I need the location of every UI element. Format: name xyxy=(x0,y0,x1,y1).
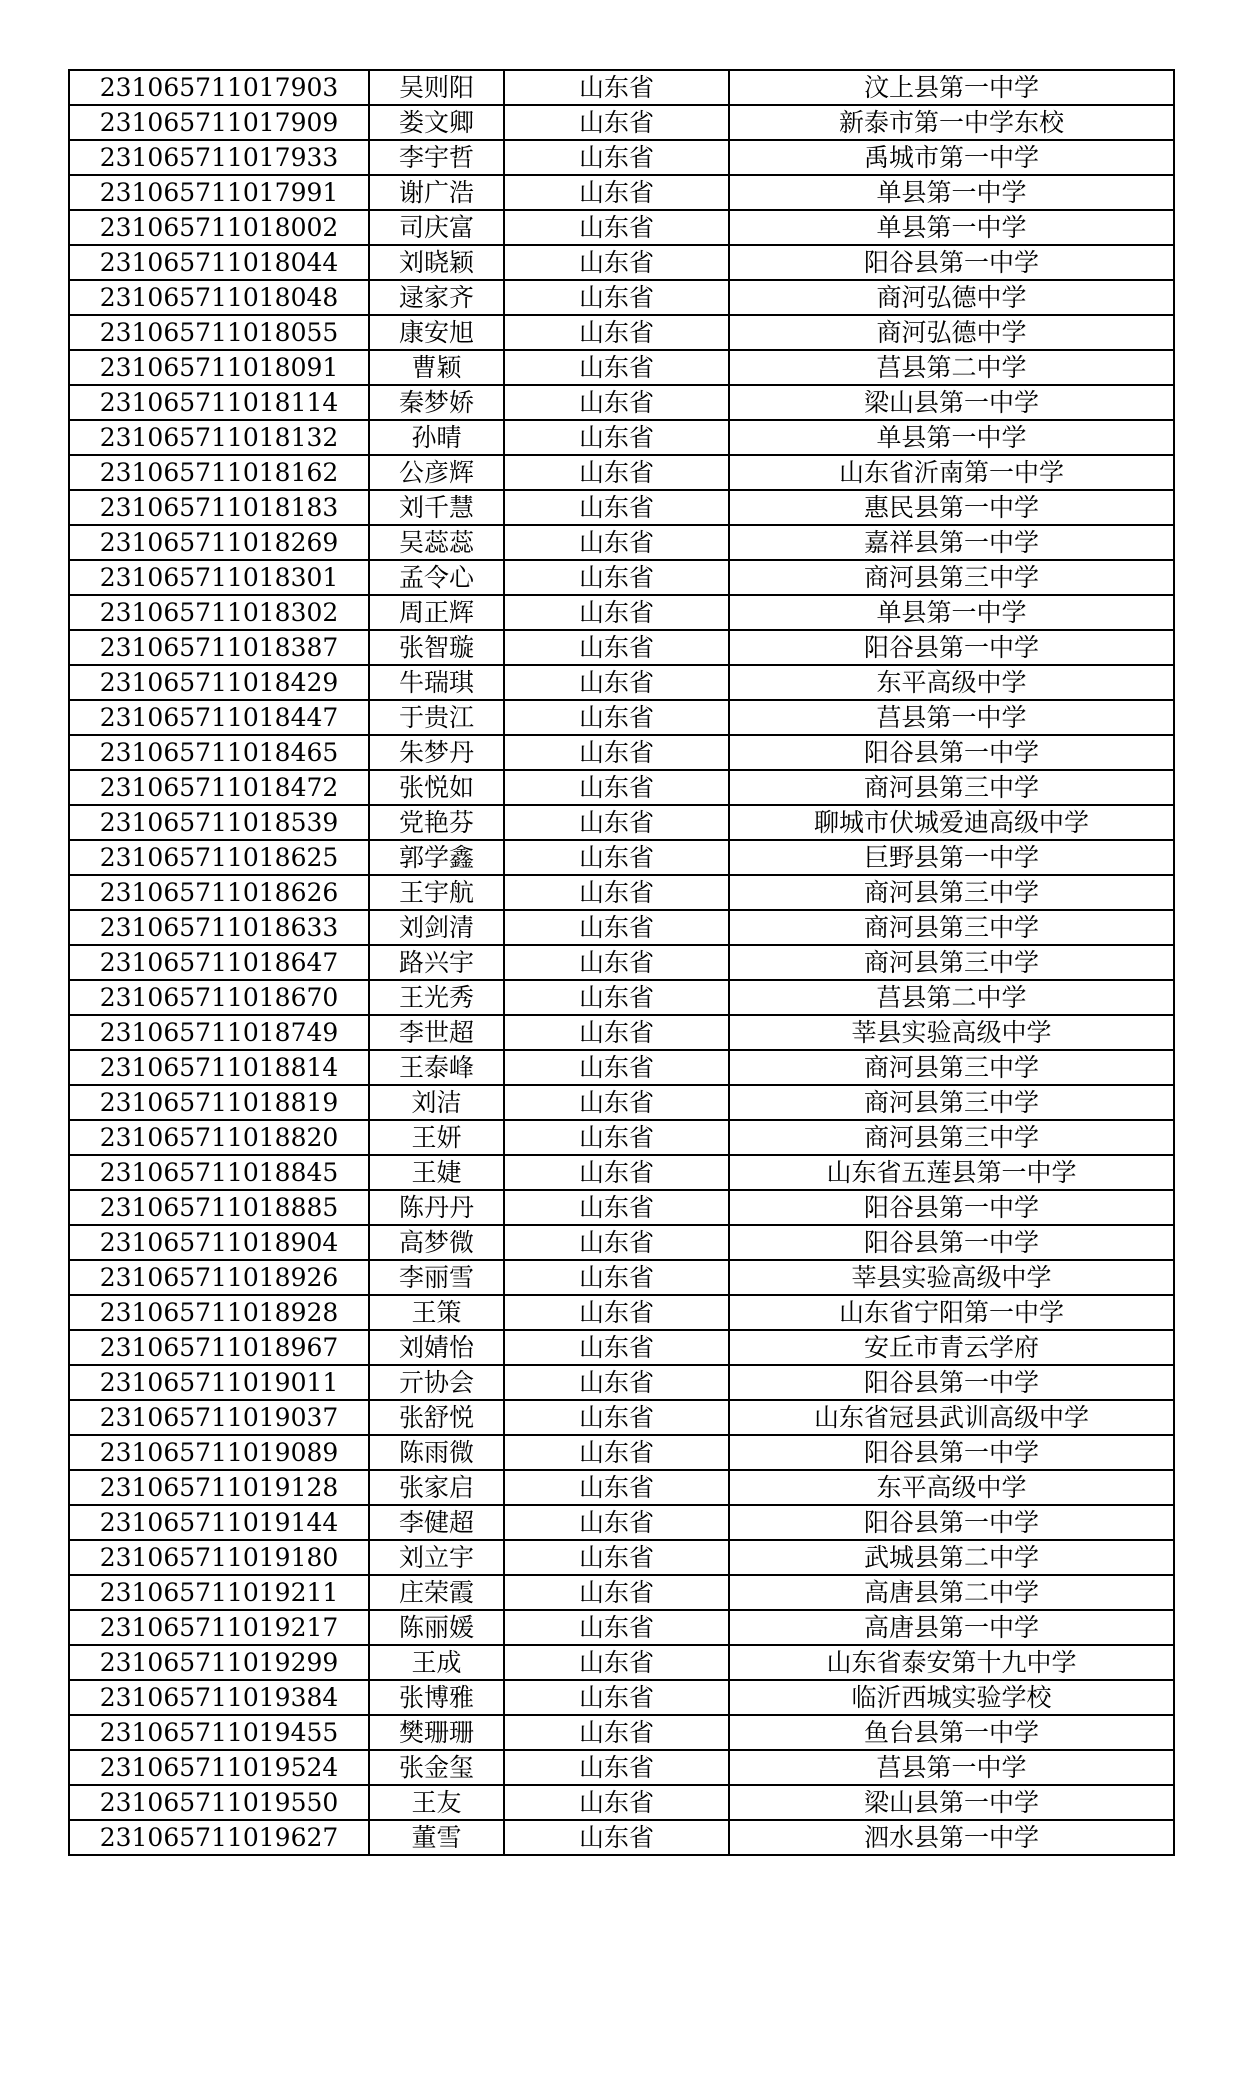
candidate-id-cell: 231065711018749 xyxy=(69,1015,369,1050)
candidate-id-cell: 231065711018183 xyxy=(69,490,369,525)
student-name-cell: 刘婧怡 xyxy=(369,1330,504,1365)
school-cell: 山东省五莲县第一中学 xyxy=(729,1155,1174,1190)
student-name-cell: 刘晓颖 xyxy=(369,245,504,280)
candidate-id-cell: 231065711017933 xyxy=(69,140,369,175)
table-row xyxy=(69,1260,1174,1295)
province-cell: 山东省 xyxy=(504,630,729,665)
school-cell: 阳谷县第一中学 xyxy=(729,1505,1174,1540)
table-row xyxy=(69,910,1174,945)
table-row xyxy=(69,455,1174,490)
student-name-cell: 张舒悦 xyxy=(369,1400,504,1435)
province-cell: 山东省 xyxy=(504,910,729,945)
province-cell: 山东省 xyxy=(504,840,729,875)
table-row xyxy=(69,245,1174,280)
school-cell: 东平高级中学 xyxy=(729,665,1174,700)
student-name-cell: 张博雅 xyxy=(369,1680,504,1715)
student-list-table xyxy=(68,69,1175,1856)
candidate-id-cell: 231065711019524 xyxy=(69,1750,369,1785)
table-row xyxy=(69,945,1174,980)
student-name-cell: 张智璇 xyxy=(369,630,504,665)
student-name-cell: 王婕 xyxy=(369,1155,504,1190)
province-cell: 山东省 xyxy=(504,735,729,770)
table-row xyxy=(69,385,1174,420)
candidate-id-cell: 231065711018269 xyxy=(69,525,369,560)
school-cell: 莘县实验高级中学 xyxy=(729,1260,1174,1295)
student-name-cell: 牛瑞琪 xyxy=(369,665,504,700)
province-cell: 山东省 xyxy=(504,105,729,140)
province-cell: 山东省 xyxy=(504,1575,729,1610)
student-name-cell: 王策 xyxy=(369,1295,504,1330)
student-name-cell: 郭学鑫 xyxy=(369,840,504,875)
table-row xyxy=(69,1050,1174,1085)
student-name-cell: 李世超 xyxy=(369,1015,504,1050)
table-row xyxy=(69,210,1174,245)
school-cell: 东平高级中学 xyxy=(729,1470,1174,1505)
candidate-id-cell: 231065711018301 xyxy=(69,560,369,595)
candidate-id-cell: 231065711018162 xyxy=(69,455,369,490)
student-name-cell: 孙晴 xyxy=(369,420,504,455)
province-cell: 山东省 xyxy=(504,210,729,245)
candidate-id-cell: 231065711018633 xyxy=(69,910,369,945)
table-row xyxy=(69,1190,1174,1225)
candidate-id-cell: 231065711018926 xyxy=(69,1260,369,1295)
school-cell: 临沂西城实验学校 xyxy=(729,1680,1174,1715)
candidate-id-cell: 231065711019627 xyxy=(69,1820,369,1855)
province-cell: 山东省 xyxy=(504,1225,729,1260)
candidate-id-cell: 231065711018967 xyxy=(69,1330,369,1365)
table-row xyxy=(69,1715,1174,1750)
province-cell: 山东省 xyxy=(504,1295,729,1330)
province-cell: 山东省 xyxy=(504,350,729,385)
candidate-id-cell: 231065711018472 xyxy=(69,770,369,805)
candidate-id-cell: 231065711019550 xyxy=(69,1785,369,1820)
table-row xyxy=(69,700,1174,735)
province-cell: 山东省 xyxy=(504,385,729,420)
school-cell: 莒县第一中学 xyxy=(729,1750,1174,1785)
province-cell: 山东省 xyxy=(504,1505,729,1540)
table-row xyxy=(69,665,1174,700)
table-row xyxy=(69,350,1174,385)
school-cell: 莒县第一中学 xyxy=(729,700,1174,735)
school-cell: 鱼台县第一中学 xyxy=(729,1715,1174,1750)
school-cell: 阳谷县第一中学 xyxy=(729,245,1174,280)
school-cell: 泗水县第一中学 xyxy=(729,1820,1174,1855)
table-row xyxy=(69,1365,1174,1400)
table-row xyxy=(69,1575,1174,1610)
province-cell: 山东省 xyxy=(504,455,729,490)
candidate-id-cell: 231065711018539 xyxy=(69,805,369,840)
student-name-cell: 李丽雪 xyxy=(369,1260,504,1295)
candidate-id-cell: 231065711018625 xyxy=(69,840,369,875)
table-row xyxy=(69,280,1174,315)
student-name-cell: 党艳芬 xyxy=(369,805,504,840)
student-name-cell: 董雪 xyxy=(369,1820,504,1855)
student-name-cell: 司庆富 xyxy=(369,210,504,245)
student-name-cell: 陈丹丹 xyxy=(369,1190,504,1225)
province-cell: 山东省 xyxy=(504,700,729,735)
student-name-cell: 李健超 xyxy=(369,1505,504,1540)
candidate-id-cell: 231065711018429 xyxy=(69,665,369,700)
table-row xyxy=(69,1540,1174,1575)
student-name-cell: 周正辉 xyxy=(369,595,504,630)
candidate-id-cell: 231065711017991 xyxy=(69,175,369,210)
candidate-id-cell: 231065711018670 xyxy=(69,980,369,1015)
student-name-cell: 王友 xyxy=(369,1785,504,1820)
student-name-cell: 谢广浩 xyxy=(369,175,504,210)
candidate-id-cell: 231065711018904 xyxy=(69,1225,369,1260)
table-row xyxy=(69,840,1174,875)
student-name-cell: 公彦辉 xyxy=(369,455,504,490)
province-cell: 山东省 xyxy=(504,280,729,315)
province-cell: 山东省 xyxy=(504,945,729,980)
school-cell: 聊城市伏城爱迪高级中学 xyxy=(729,805,1174,840)
school-cell: 莒县第二中学 xyxy=(729,980,1174,1015)
table-row xyxy=(69,315,1174,350)
table-row xyxy=(69,980,1174,1015)
table-row xyxy=(69,1750,1174,1785)
province-cell: 山东省 xyxy=(504,665,729,700)
school-cell: 商河弘德中学 xyxy=(729,315,1174,350)
school-cell: 单县第一中学 xyxy=(729,210,1174,245)
student-name-cell: 刘立宇 xyxy=(369,1540,504,1575)
candidate-id-cell: 231065711018465 xyxy=(69,735,369,770)
school-cell: 新泰市第一中学东校 xyxy=(729,105,1174,140)
province-cell: 山东省 xyxy=(504,525,729,560)
student-name-cell: 李宇哲 xyxy=(369,140,504,175)
table-row xyxy=(69,1400,1174,1435)
student-name-cell: 吴则阳 xyxy=(369,70,504,105)
student-name-cell: 刘千慧 xyxy=(369,490,504,525)
school-cell: 商河县第三中学 xyxy=(729,875,1174,910)
school-cell: 商河弘德中学 xyxy=(729,280,1174,315)
school-cell: 单县第一中学 xyxy=(729,175,1174,210)
table-row xyxy=(69,630,1174,665)
school-cell: 山东省泰安第十九中学 xyxy=(729,1645,1174,1680)
school-cell: 巨野县第一中学 xyxy=(729,840,1174,875)
candidate-id-cell: 231065711019037 xyxy=(69,1400,369,1435)
student-name-cell: 朱梦丹 xyxy=(369,735,504,770)
student-name-cell: 吴蕊蕊 xyxy=(369,525,504,560)
school-cell: 阳谷县第一中学 xyxy=(729,630,1174,665)
student-name-cell: 张家启 xyxy=(369,1470,504,1505)
province-cell: 山东省 xyxy=(504,875,729,910)
candidate-id-cell: 231065711019011 xyxy=(69,1365,369,1400)
student-name-cell: 秦梦娇 xyxy=(369,385,504,420)
province-cell: 山东省 xyxy=(504,1190,729,1225)
candidate-id-cell: 231065711018002 xyxy=(69,210,369,245)
candidate-id-cell: 231065711018055 xyxy=(69,315,369,350)
table-row xyxy=(69,1120,1174,1155)
candidate-id-cell: 231065711018132 xyxy=(69,420,369,455)
school-cell: 安丘市青云学府 xyxy=(729,1330,1174,1365)
student-name-cell: 路兴宇 xyxy=(369,945,504,980)
province-cell: 山东省 xyxy=(504,1785,729,1820)
table-row xyxy=(69,140,1174,175)
province-cell: 山东省 xyxy=(504,315,729,350)
province-cell: 山东省 xyxy=(504,1750,729,1785)
candidate-id-cell: 231065711019384 xyxy=(69,1680,369,1715)
school-cell: 惠民县第一中学 xyxy=(729,490,1174,525)
table-row xyxy=(69,1645,1174,1680)
school-cell: 山东省沂南第一中学 xyxy=(729,455,1174,490)
student-name-cell: 孟令心 xyxy=(369,560,504,595)
school-cell: 阳谷县第一中学 xyxy=(729,1225,1174,1260)
student-name-cell: 张悦如 xyxy=(369,770,504,805)
table-row xyxy=(69,805,1174,840)
province-cell: 山东省 xyxy=(504,175,729,210)
province-cell: 山东省 xyxy=(504,1820,729,1855)
table-row xyxy=(69,420,1174,455)
school-cell: 阳谷县第一中学 xyxy=(729,735,1174,770)
candidate-id-cell: 231065711019128 xyxy=(69,1470,369,1505)
school-cell: 阳谷县第一中学 xyxy=(729,1435,1174,1470)
province-cell: 山东省 xyxy=(504,1715,729,1750)
school-cell: 商河县第三中学 xyxy=(729,1050,1174,1085)
province-cell: 山东省 xyxy=(504,805,729,840)
candidate-id-cell: 231065711018647 xyxy=(69,945,369,980)
province-cell: 山东省 xyxy=(504,245,729,280)
province-cell: 山东省 xyxy=(504,770,729,805)
school-cell: 阳谷县第一中学 xyxy=(729,1365,1174,1400)
table-row xyxy=(69,1505,1174,1540)
province-cell: 山东省 xyxy=(504,1365,729,1400)
school-cell: 商河县第三中学 xyxy=(729,1085,1174,1120)
school-cell: 莘县实验高级中学 xyxy=(729,1015,1174,1050)
school-cell: 商河县第三中学 xyxy=(729,1120,1174,1155)
candidate-id-cell: 231065711018814 xyxy=(69,1050,369,1085)
table-row xyxy=(69,70,1174,105)
table-row xyxy=(69,1155,1174,1190)
province-cell: 山东省 xyxy=(504,1015,729,1050)
school-cell: 商河县第三中学 xyxy=(729,560,1174,595)
student-name-cell: 庄荣霞 xyxy=(369,1575,504,1610)
school-cell: 商河县第三中学 xyxy=(729,910,1174,945)
student-name-cell: 于贵江 xyxy=(369,700,504,735)
student-name-cell: 陈雨微 xyxy=(369,1435,504,1470)
candidate-id-cell: 231065711019180 xyxy=(69,1540,369,1575)
candidate-id-cell: 231065711018387 xyxy=(69,630,369,665)
province-cell: 山东省 xyxy=(504,70,729,105)
student-name-cell: 刘剑清 xyxy=(369,910,504,945)
province-cell: 山东省 xyxy=(504,490,729,525)
province-cell: 山东省 xyxy=(504,1120,729,1155)
school-cell: 山东省冠县武训高级中学 xyxy=(729,1400,1174,1435)
student-name-cell: 樊珊珊 xyxy=(369,1715,504,1750)
student-name-cell: 陈丽媛 xyxy=(369,1610,504,1645)
student-name-cell: 王宇航 xyxy=(369,875,504,910)
province-cell: 山东省 xyxy=(504,1470,729,1505)
school-cell: 汶上县第一中学 xyxy=(729,70,1174,105)
student-name-cell: 曹颖 xyxy=(369,350,504,385)
province-cell: 山东省 xyxy=(504,1155,729,1190)
candidate-id-cell: 231065711018114 xyxy=(69,385,369,420)
student-name-cell: 康安旭 xyxy=(369,315,504,350)
province-cell: 山东省 xyxy=(504,420,729,455)
table-row xyxy=(69,1435,1174,1470)
school-cell: 莒县第二中学 xyxy=(729,350,1174,385)
school-cell: 武城县第二中学 xyxy=(729,1540,1174,1575)
table-row xyxy=(69,105,1174,140)
candidate-id-cell: 231065711018302 xyxy=(69,595,369,630)
school-cell: 山东省宁阳第一中学 xyxy=(729,1295,1174,1330)
table-row xyxy=(69,875,1174,910)
school-cell: 阳谷县第一中学 xyxy=(729,1190,1174,1225)
student-name-cell: 逯家齐 xyxy=(369,280,504,315)
school-cell: 嘉祥县第一中学 xyxy=(729,525,1174,560)
table-row xyxy=(69,1470,1174,1505)
table-row xyxy=(69,1330,1174,1365)
province-cell: 山东省 xyxy=(504,980,729,1015)
table-body xyxy=(69,70,1174,1855)
student-name-cell: 娄文卿 xyxy=(369,105,504,140)
school-cell: 禹城市第一中学 xyxy=(729,140,1174,175)
table-row xyxy=(69,1015,1174,1050)
student-name-cell: 张金玺 xyxy=(369,1750,504,1785)
school-cell: 梁山县第一中学 xyxy=(729,1785,1174,1820)
table-row xyxy=(69,525,1174,560)
school-cell: 梁山县第一中学 xyxy=(729,385,1174,420)
province-cell: 山东省 xyxy=(504,1050,729,1085)
table-row xyxy=(69,1680,1174,1715)
table-row xyxy=(69,770,1174,805)
student-name-cell: 王光秀 xyxy=(369,980,504,1015)
student-name-cell: 王成 xyxy=(369,1645,504,1680)
candidate-id-cell: 231065711018044 xyxy=(69,245,369,280)
province-cell: 山东省 xyxy=(504,1260,729,1295)
province-cell: 山东省 xyxy=(504,1610,729,1645)
table-row xyxy=(69,490,1174,525)
province-cell: 山东省 xyxy=(504,1085,729,1120)
province-cell: 山东省 xyxy=(504,595,729,630)
candidate-id-cell: 231065711018845 xyxy=(69,1155,369,1190)
province-cell: 山东省 xyxy=(504,1435,729,1470)
candidate-id-cell: 231065711017903 xyxy=(69,70,369,105)
candidate-id-cell: 231065711018928 xyxy=(69,1295,369,1330)
table-row xyxy=(69,735,1174,770)
table-row xyxy=(69,1225,1174,1260)
province-cell: 山东省 xyxy=(504,1645,729,1680)
province-cell: 山东省 xyxy=(504,1400,729,1435)
table-row xyxy=(69,1785,1174,1820)
candidate-id-cell: 231065711018091 xyxy=(69,350,369,385)
candidate-id-cell: 231065711019089 xyxy=(69,1435,369,1470)
student-name-cell: 高梦微 xyxy=(369,1225,504,1260)
table-row xyxy=(69,595,1174,630)
table-row xyxy=(69,1085,1174,1120)
student-name-cell: 刘洁 xyxy=(369,1085,504,1120)
candidate-id-cell: 231065711019299 xyxy=(69,1645,369,1680)
province-cell: 山东省 xyxy=(504,1680,729,1715)
province-cell: 山东省 xyxy=(504,1330,729,1365)
table-row xyxy=(69,1820,1174,1855)
candidate-id-cell: 231065711019144 xyxy=(69,1505,369,1540)
candidate-id-cell: 231065711019211 xyxy=(69,1575,369,1610)
student-name-cell: 亓协会 xyxy=(369,1365,504,1400)
province-cell: 山东省 xyxy=(504,1540,729,1575)
table-row xyxy=(69,1610,1174,1645)
table-row xyxy=(69,560,1174,595)
province-cell: 山东省 xyxy=(504,560,729,595)
candidate-id-cell: 231065711019455 xyxy=(69,1715,369,1750)
school-cell: 商河县第三中学 xyxy=(729,945,1174,980)
table-row xyxy=(69,1295,1174,1330)
province-cell: 山东省 xyxy=(504,140,729,175)
school-cell: 高唐县第一中学 xyxy=(729,1610,1174,1645)
candidate-id-cell: 231065711019217 xyxy=(69,1610,369,1645)
candidate-id-cell: 231065711018447 xyxy=(69,700,369,735)
candidate-id-cell: 231065711018820 xyxy=(69,1120,369,1155)
school-cell: 商河县第三中学 xyxy=(729,770,1174,805)
candidate-id-cell: 231065711017909 xyxy=(69,105,369,140)
student-name-cell: 王妍 xyxy=(369,1120,504,1155)
school-cell: 单县第一中学 xyxy=(729,595,1174,630)
candidate-id-cell: 231065711018626 xyxy=(69,875,369,910)
candidate-id-cell: 231065711018819 xyxy=(69,1085,369,1120)
candidate-id-cell: 231065711018048 xyxy=(69,280,369,315)
table-row xyxy=(69,175,1174,210)
school-cell: 高唐县第二中学 xyxy=(729,1575,1174,1610)
school-cell: 单县第一中学 xyxy=(729,420,1174,455)
candidate-id-cell: 231065711018885 xyxy=(69,1190,369,1225)
student-name-cell: 王泰峰 xyxy=(369,1050,504,1085)
